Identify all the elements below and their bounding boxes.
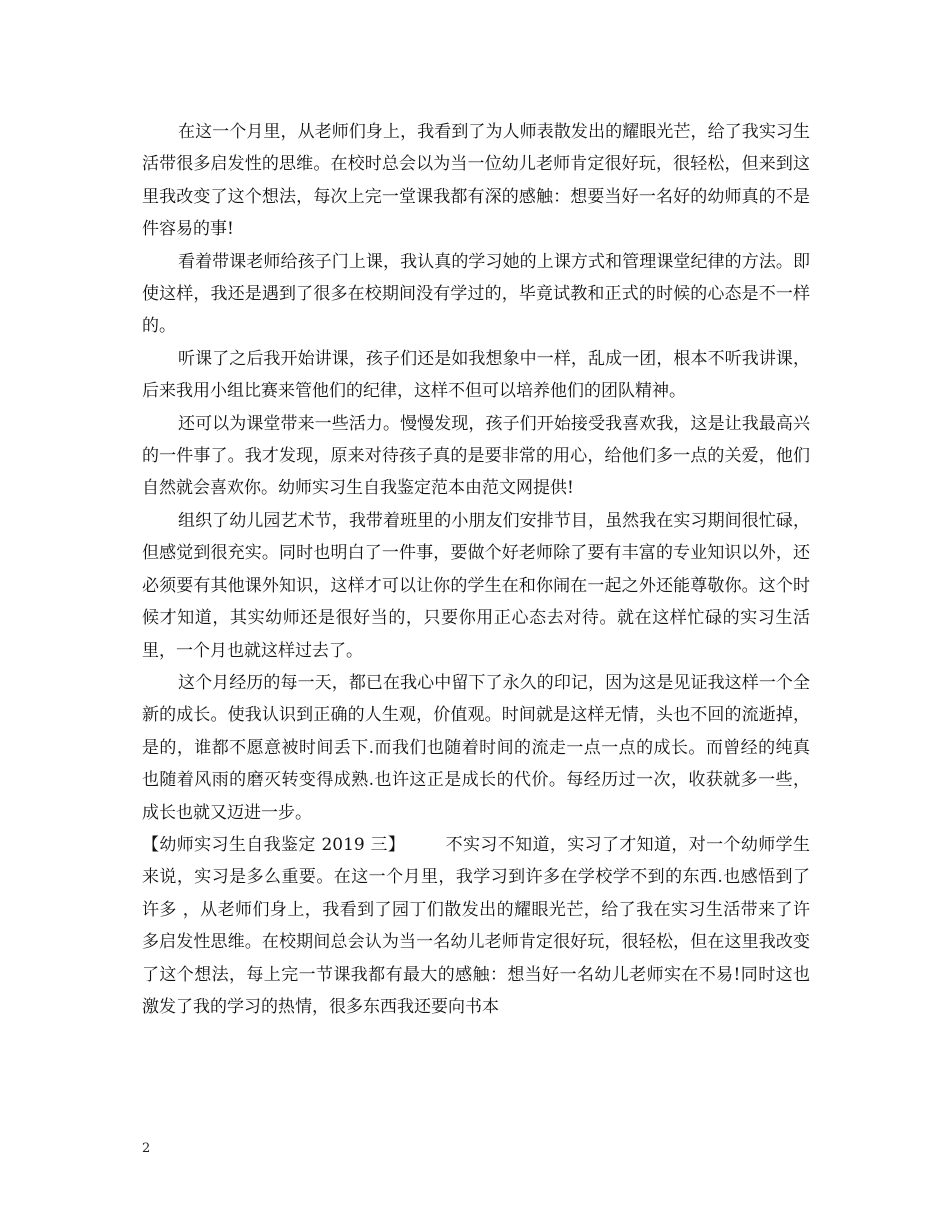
section-paragraph	[142, 829, 810, 1023]
paragraph-1: 在这一个月里，从老师们身上，我看到了为人师表散发出的耀眼光芒，给了我实习生活带很多启发性的思维。在校时总会以为当一位幼儿老师肯定很好玩，很轻松，但来到这里我改变了这个想法，每次上完一堂课我都有深的感触：想要当好一名好的幼师真的不是件容易的事!	[142, 122, 810, 240]
document-body	[142, 116, 810, 1023]
paragraph-6: 这个月经历的每一天，都已在我心中留下了永久的印记，因为这是见证我这样一个全新的成长。使我认识到正确的人生观，价值观。时间就是这样无情，头也不回的流逝掉，是的，谁都不愿意被时间丢下.而我们也随着时间的流走一点一点的成长。而曾经的纯真也随着风雨的磨灭转变得成熟.也许这正是成长的代价。每经历过一次，收获就多一些，成长也就又迈进一步。	[142, 672, 810, 823]
section-heading: 【幼师实习生自我鉴定 2019 三】	[142, 834, 406, 855]
paragraph-3: 听课了之后我开始讲课，孩子们还是如我想象中一样，乱成一团，根本不听我讲课，后来我用小组比赛来管他们的纪律，这样不但可以培养他们的团队精神。	[142, 348, 810, 402]
paragraph-4: 还可以为课堂带来一些活力。慢慢发现，孩子们开始接受我喜欢我，这是让我最高兴的一件事了。我才发现，原来对待孩子真的是要非常的用心，给他们多一点的关爱，他们自然就会喜欢你。幼师实习生自我鉴定范本由范文网提供!	[142, 413, 810, 499]
paragraph-2: 看着带课老师给孩子门上课，我认真的学习她的上课方式和管理课堂纪律的方法。即使这样，我还是遇到了很多在校期间没有学过的，毕竟试教和正式的时候的心态是不一样的。	[142, 251, 810, 337]
section-text: 不实习不知道，实习了才知道，对一个幼师学生来说，实习是多么重要。在这一个月里，我学习到许多在学校学不到的东西.也感悟到了许多 ，从老师们身上，我看到了园丁们散发出的耀眼光芒，给了我在实习生活带来了许多启发性思维。在校期间总会认为当一名幼儿老师肯定很好玩，很轻松，但在这里我改变了这个想法，每上完一节课我都有最大的感触：想当好一名幼儿老师实在不易!同时这也激发了我的学习的热情，很多东西我还要向书本	[142, 834, 811, 1017]
page-number: 2	[142, 1141, 151, 1156]
paragraph-5: 组织了幼儿园艺术节，我带着班里的小朋友们安排节目，虽然我在实习期间很忙碌，但感觉到很充实。同时也明白了一件事，要做个好老师除了要有丰富的专业知识以外，还必须要有其他课外知识，这样才可以让你的学生在和你闹在一起之外还能尊敬你。这个时候才知道，其实幼师还是很好当的，只要你用正心态去对待。就在这样忙碌的实习生活里，一个月也就这样过去了。	[142, 510, 810, 661]
